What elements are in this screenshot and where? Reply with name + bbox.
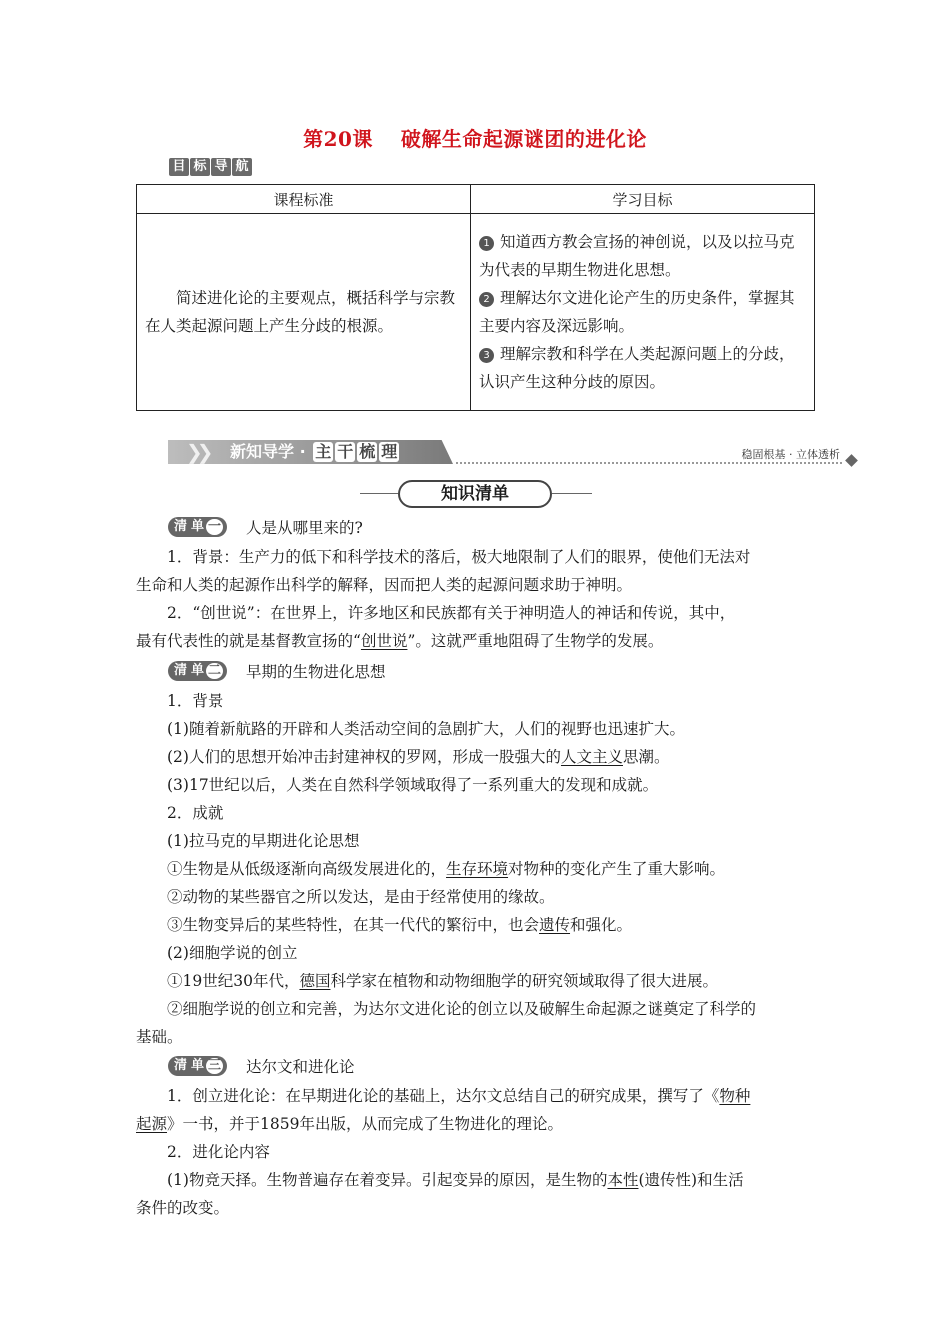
goal-nav-tag-char: 航	[232, 158, 252, 176]
paragraph-line: (2)细胞学说的创立	[167, 944, 298, 962]
section-tag-char: 一	[207, 519, 221, 534]
diamond-icon	[845, 454, 858, 467]
text: ①19世纪30年代，	[167, 972, 300, 990]
underlined-keyword: 生存环境	[446, 860, 509, 878]
paragraph-line: (1)拉马克的早期进化论思想	[167, 832, 360, 850]
paragraph-line: ②细胞学说的创立和完善，为达尔文进化论的创立以及破解生命起源之谜奠定了科学的	[167, 1000, 757, 1018]
paragraph-line: 2．“创世说”：在世界上，许多地区和民族都有关于神明造人的神话和传说，其中，	[167, 604, 736, 622]
banner-title-text: 新知导学 ·	[230, 442, 306, 461]
section-tag-char: 二	[207, 663, 221, 678]
text: (2)人们的思想开始冲击封建神权的罗网，形成一股强大的	[167, 748, 561, 766]
objective-item	[479, 228, 806, 284]
section-heading-1	[168, 516, 363, 538]
goal-nav-tag-char: 目	[169, 158, 189, 176]
paragraph-line: 生命和人类的起源作出科学的解释，因而把人类的起源问题求助于神明。	[136, 576, 633, 594]
paragraph-line	[136, 967, 816, 995]
text: 科学家在植物和动物细胞学的研究领域取得了很大进展。	[330, 972, 718, 990]
text: ①生物是从低级逐渐向高级发展进化的，	[167, 860, 447, 878]
paragraph-line: 1．背景	[167, 692, 224, 710]
paragraph-line: 2．成就	[167, 804, 224, 822]
banner-char: 梳	[359, 442, 376, 461]
course-standard-cell: 简述进化论的主要观点，概括科学与宗教在人类起源问题上产生分歧的根源。	[137, 214, 471, 411]
section-tag-char: 单	[190, 519, 204, 534]
objective-item	[479, 340, 806, 396]
section-heading-2	[168, 660, 386, 682]
goal-nav-tag-char: 标	[190, 158, 210, 176]
underlined-keyword: 人文主义	[560, 748, 623, 766]
goal-nav-tag	[169, 158, 253, 176]
banner-char: 主	[315, 442, 332, 461]
paragraph-line	[136, 855, 816, 883]
paragraph-line: (1)随着新航路的开辟和人类活动空间的急剧扩大，人们的视野也迅速扩大。	[167, 720, 685, 738]
paragraph-line	[136, 1166, 816, 1194]
text: ③生物变异后的某些特性，在其一代代的繁衍中，也会	[167, 916, 540, 934]
text: 》一书，并于1859年出版，从而完成了生物进化的理论。	[167, 1115, 563, 1133]
section-tag-char: 清	[173, 519, 187, 534]
paragraph-line: ②动物的某些器官之所以发达，是由于经常使用的缘故。	[167, 888, 555, 906]
text: 思潮。	[622, 748, 670, 766]
divider	[360, 493, 398, 494]
underlined-keyword: 遗传	[539, 916, 571, 934]
paragraph-line: (3)17世纪以后，人类在自然科学领域取得了一系列重大的发现和成就。	[167, 776, 659, 794]
text: 对物种的变化产生了重大影响。	[508, 860, 726, 878]
page-title	[0, 123, 950, 152]
paragraph-line	[136, 911, 816, 939]
underlined-keyword: 德国	[299, 972, 331, 990]
text: 1．创立进化论：在早期进化论的基础上，达尔文总结自己的研究成果，撰写了《	[167, 1087, 720, 1105]
banner-dotted-line	[456, 462, 842, 464]
objective-item	[479, 284, 806, 340]
section-tag-char: 单	[190, 663, 204, 678]
text: (1)物竞天择。生物普遍存在着变异。引起变异的原因，是生物的	[167, 1171, 608, 1189]
goal-nav-tag-char: 导	[211, 158, 231, 176]
section-tag-char: 清	[173, 1058, 187, 1073]
paragraph-line: 2．进化论内容	[167, 1143, 270, 1161]
lesson-number: 第20课	[303, 127, 373, 151]
knowledge-list-title: 知识清单	[398, 480, 552, 508]
goals-table	[136, 184, 815, 411]
text: 和强化。	[570, 916, 633, 934]
banner-subtitle: 稳固根基 · 立体透析	[741, 448, 840, 461]
section-heading-3	[168, 1055, 355, 1077]
double-chevron-icon: ❯❯	[186, 440, 208, 464]
text: (遗传性)和生活	[638, 1171, 744, 1189]
underlined-keyword: 物种	[719, 1087, 751, 1105]
paragraph-line	[136, 743, 816, 771]
section-heading-text: 达尔文和进化论	[246, 1058, 355, 1076]
number-badge-icon: 2	[479, 292, 494, 307]
objective-text: 知道西方教会宣扬的神创说，以及以拉马克为代表的早期生物进化思想。	[479, 233, 795, 279]
paragraph-line: 1．背景：生产力的低下和科学技术的落后，极大地限制了人们的眼界，使他们无法对	[167, 548, 751, 566]
section-heading-text: 人是从哪里来的?	[246, 519, 363, 537]
text: ”。这就严重地阻碍了生物学的发展。	[407, 632, 664, 650]
banner-char: 干	[337, 442, 354, 461]
section-tag	[168, 1056, 227, 1076]
text: 最有代表性的就是基督教宣扬的“	[136, 632, 361, 650]
knowledge-list-header	[0, 480, 950, 508]
underlined-keyword: 起源	[136, 1115, 168, 1133]
lesson-name: 破解生命起源谜团的进化论	[400, 127, 647, 151]
section-tag	[168, 517, 227, 537]
underlined-keyword: 本性	[607, 1171, 639, 1189]
objective-text: 理解达尔文进化论产生的历史条件，掌握其主要内容及深远影响。	[479, 289, 795, 335]
banner-char: 理	[381, 442, 398, 461]
banner-title	[230, 442, 399, 462]
column-header-standard: 课程标准	[137, 185, 471, 214]
divider	[552, 493, 592, 494]
section-tag	[168, 661, 227, 681]
number-badge-icon: 3	[479, 348, 494, 363]
paragraph-line	[136, 627, 816, 655]
section-tag-char: 三	[207, 1058, 221, 1073]
paragraph-line	[136, 1082, 816, 1110]
objectives-cell	[471, 214, 815, 411]
underlined-keyword: 创世说	[360, 632, 408, 650]
objective-text: 理解宗教和科学在人类起源问题上的分歧，认识产生这种分歧的原因。	[479, 345, 795, 391]
paragraph-line	[136, 1110, 816, 1138]
section-heading-text: 早期的生物进化思想	[246, 663, 386, 681]
column-header-objectives: 学习目标	[471, 185, 815, 214]
section-tag-char: 单	[190, 1058, 204, 1073]
paragraph-line: 基础。	[136, 1028, 183, 1046]
number-badge-icon: 1	[479, 236, 494, 251]
paragraph-line: 条件的改变。	[136, 1199, 230, 1217]
section-tag-char: 清	[173, 663, 187, 678]
section-banner	[168, 438, 860, 468]
